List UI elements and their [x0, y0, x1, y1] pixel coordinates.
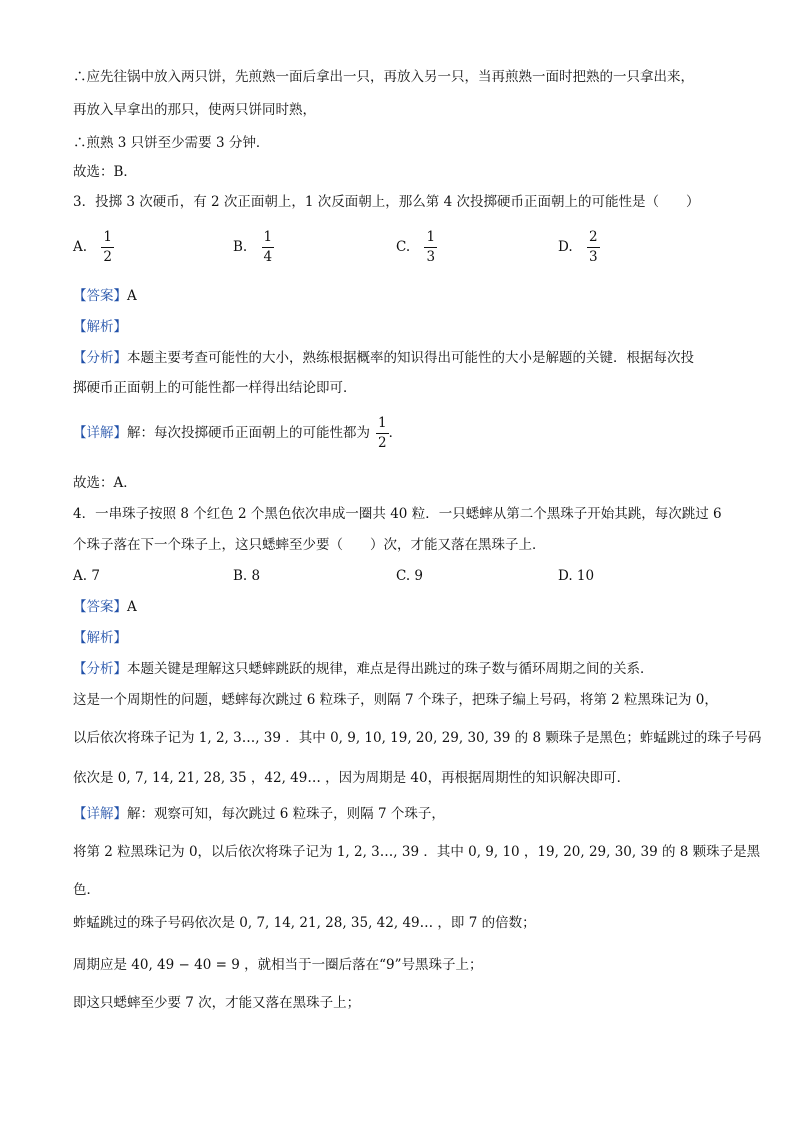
option-letter: C.	[396, 239, 411, 255]
detail-end: ．	[388, 425, 403, 441]
text-line: ∴煎熟 3 只饼至少需要 3 分钟．	[73, 135, 270, 151]
answer-tag: 【答案】	[73, 288, 127, 304]
answer-value: A	[127, 599, 137, 615]
text-line: ∴应先往锅中放入两只饼，先煎熟一面后拿出一只，再放入另一只，当再煎熟一面时把熟的一只拿出来，	[73, 69, 694, 85]
text-line: 色．	[73, 882, 100, 898]
q4-option-d: D. 10	[558, 568, 595, 584]
q4-answer	[73, 598, 137, 616]
q3-option-a	[73, 229, 114, 266]
q4-detail	[73, 805, 445, 823]
text-line: 周期应是 40, 49 − 40 = 9 ，就相当于一圈后落在“9”号黑珠子上；	[73, 957, 483, 973]
text-line: 即这只蟋蟀至少要 7 次，才能又落在黑珠子上；	[73, 995, 361, 1011]
q3-analysis-tag	[73, 318, 127, 336]
question-4-stem: 个珠子落在下一个珠子上，这只蟋蟀至少要（ ）次，才能又落在黑珠子上．	[73, 537, 546, 553]
detail-tag: 【详解】	[73, 806, 127, 822]
fraction	[376, 415, 389, 452]
text-line: 再放入早拿出的那只，使两只饼同时熟，	[73, 102, 316, 118]
numerator: 1	[424, 229, 437, 248]
text-line: 蚱蜢跳过的珠子号码依次是 0, 7, 14, 21, 28, 35, 42, 49… ，即 7 的倍数；	[73, 915, 536, 931]
denominator: 4	[263, 249, 273, 265]
denominator: 3	[426, 249, 436, 265]
fraction	[101, 229, 114, 266]
fenxi-text: 本题关键是理解这只蟋蟀跳跃的规律，难点是得出跳过的珠子数与循环周期之间的关系．	[127, 661, 654, 677]
text-line: 以后依次将珠子记为 1, 2, 3…, 39 ．其中 0, 9, 10, 19, 20, 29, 30, 39 的 8 颗珠子是黑色；蚱蜢跳过的珠子号码	[73, 730, 762, 746]
option-letter: A.	[73, 239, 88, 255]
fraction	[424, 229, 437, 266]
analysis-tag: 【解析】	[73, 319, 127, 335]
denominator: 3	[588, 249, 598, 265]
q4-analysis-tag	[73, 629, 127, 647]
answer-tag: 【答案】	[73, 599, 127, 615]
text-line: 将第 2 粒黑珠记为 0，以后依次将珠子记为 1, 2, 3…, 39 ．其中 0, 9, 10 ，19, 20, 29, 30, 39 的 8 颗珠子是黑	[73, 844, 761, 860]
option-letter: B.	[233, 239, 248, 255]
answer-value: A	[127, 288, 137, 304]
numerator: 1	[101, 229, 114, 248]
question-4-stem: 4．一串珠子按照 8 个红色 2 个黑色依次串成一圈共 40 粒．一只蟋蟀从第二个黑珠子开始其跳，每次跳过 6	[73, 506, 722, 522]
question-3-stem: 3．投掷 3 次硬币，有 2 次正面朝上，1 次反面朝上，那么第 4 次投掷硬币正面朝上的可能性是（ ）	[73, 194, 700, 210]
fraction	[262, 229, 275, 266]
q3-fenxi	[73, 349, 694, 367]
text-line: 依次是 0, 7, 14, 21, 28, 35 ，42, 49… ，因为周期是 40，再根据周期性的知识解决即可．	[73, 770, 631, 786]
denominator: 2	[378, 435, 387, 451]
q3-option-b	[233, 229, 274, 266]
detail-text: 解：每次投掷硬币正面朝上的可能性都为	[127, 425, 370, 441]
analysis-tag: 【解析】	[73, 630, 127, 646]
q3-option-d	[558, 229, 600, 266]
text-line: 故选：B．	[73, 164, 137, 180]
option-letter: D.	[558, 239, 573, 255]
q4-option-c: C. 9	[396, 568, 424, 584]
text-line: 掷硬币正面朝上的可能性都一样得出结论即可．	[73, 380, 357, 396]
fenxi-tag: 【分析】	[73, 661, 127, 677]
q4-option-b: B. 8	[233, 568, 261, 584]
numerator: 1	[262, 229, 275, 248]
numerator: 1	[376, 415, 389, 434]
fenxi-text: 本题主要考查可能性的大小，熟练根据概率的知识得出可能性的大小是解题的关键．根据每次投	[127, 350, 694, 366]
denominator: 2	[103, 249, 112, 265]
text-line: 这是一个周期性的问题，蟋蟀每次跳过 6 粒珠子，则隔 7 个珠子，把珠子编上号码，将第 2 粒黑珠记为 0，	[73, 692, 718, 708]
q3-detail	[73, 415, 402, 452]
q3-option-c	[396, 229, 437, 266]
fenxi-tag: 【分析】	[73, 350, 127, 366]
q4-option-a: A. 7	[73, 568, 100, 584]
q4-fenxi	[73, 660, 654, 678]
q3-answer	[73, 287, 137, 305]
fraction	[587, 229, 600, 266]
text-line: 故选：A．	[73, 475, 137, 491]
numerator: 2	[587, 229, 600, 248]
detail-tag: 【详解】	[73, 425, 127, 441]
detail-text: 解：观察可知，每次跳过 6 粒珠子，则隔 7 个珠子，	[127, 806, 445, 822]
